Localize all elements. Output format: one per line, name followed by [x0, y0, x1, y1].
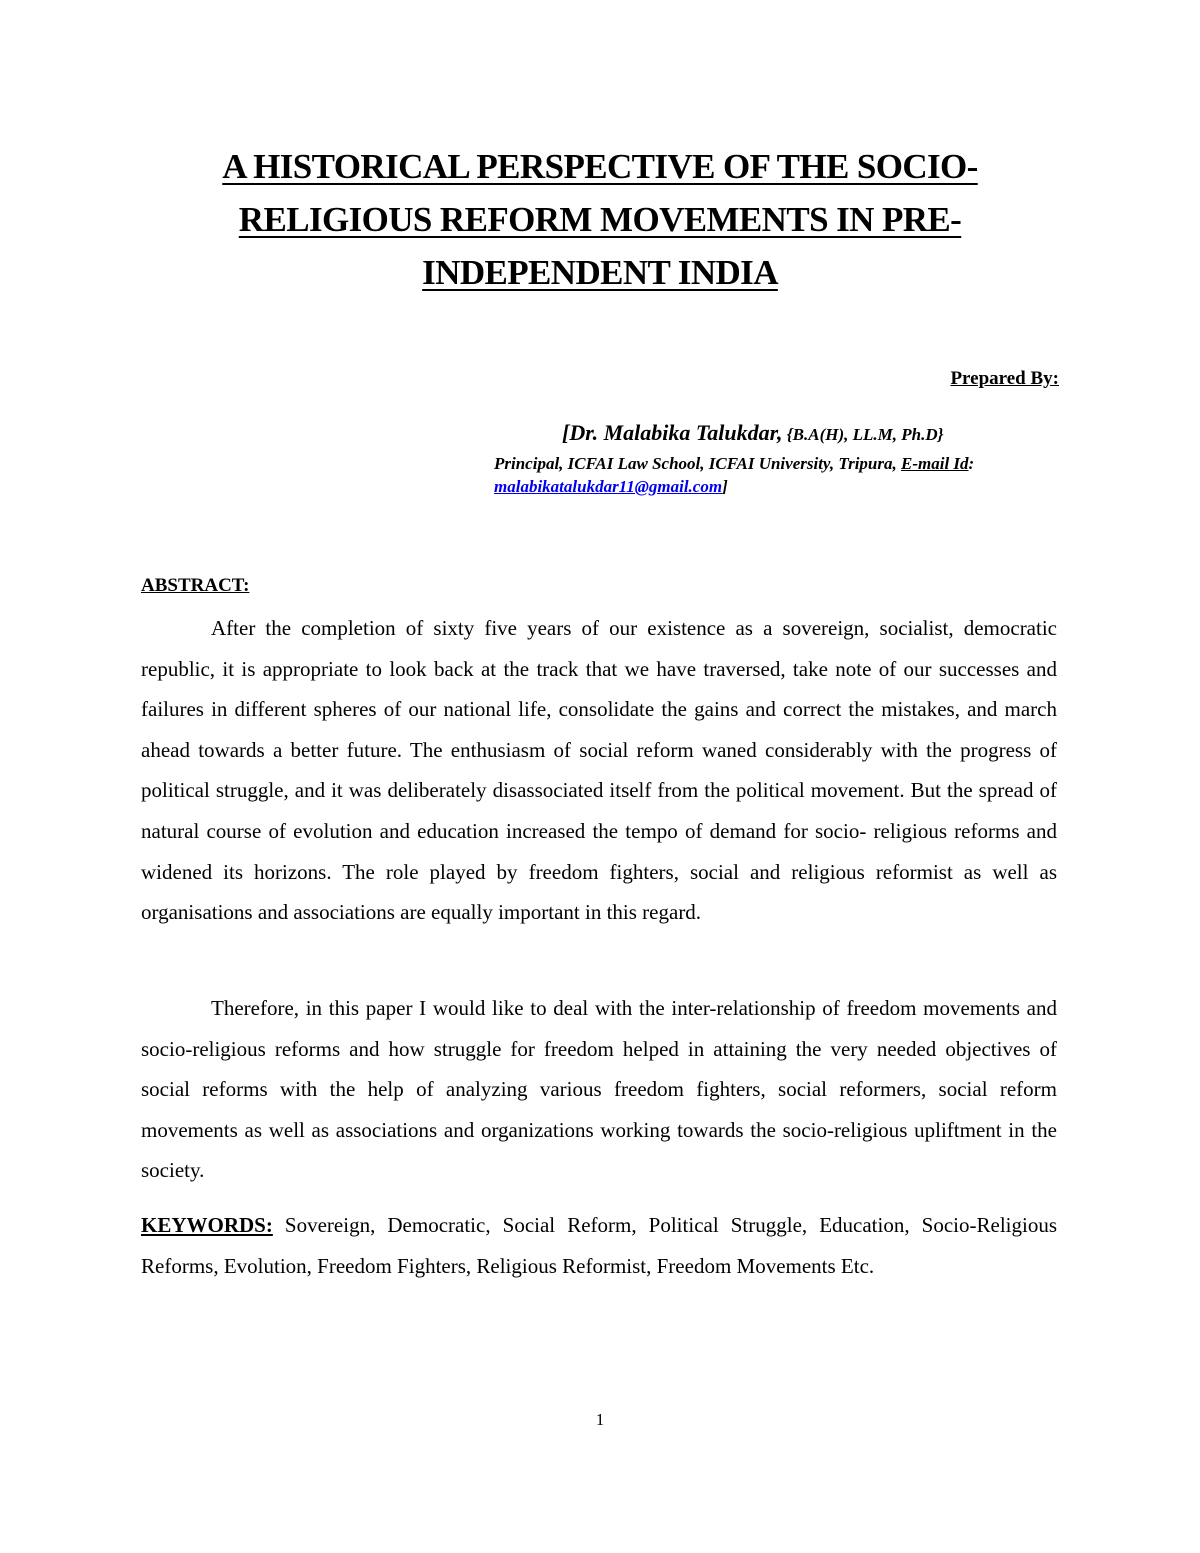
author-line: [562, 420, 944, 446]
abstract-heading: [141, 575, 249, 597]
author-credentials: {B.A(H), LL.M, Ph.D}: [782, 425, 944, 444]
keywords-label: KEYWORDS:: [141, 1213, 273, 1237]
keywords-text: Sovereign, Democratic, Social Reform, Political Struggle, Education, Socio-Religious Reforms, Evolution, Freedom Fighters, Religious Reformist, Freedom Movements Etc.: [141, 1213, 1057, 1278]
page-number: 1: [595, 1410, 605, 1429]
keywords-block: [141, 1205, 1057, 1286]
abstract-heading-text: ABSTRACT: [141, 575, 244, 596]
email-colon: :: [968, 454, 975, 473]
author-close-bracket: ]: [722, 477, 728, 496]
title-line-1: A HISTORICAL PERSPECTIVE OF THE SOCIO-: [222, 147, 978, 186]
abstract-paragraph-2: Therefore, in this paper I would like to deal with the inter-relationship of freedom movements and socio-religious reforms and how struggle for freedom helped in attaining the very needed objectives of social reforms with the help of analyzing various freedom fighters, social reformers, social reform movements as well as associations and organizations working towards the socio-religious upliftment in the society.: [141, 996, 1057, 1183]
email-link[interactable]: malabikatalukdar11@gmail.com: [494, 477, 723, 496]
abstract-heading-colon: :: [243, 575, 250, 596]
author-name: Dr. Malabika Talukdar,: [569, 420, 783, 445]
affiliation-text: Principal, ICFAI Law School, ICFAI University, Tripura,: [494, 454, 901, 473]
abstract-paragraph-1: After the completion of sixty five years of our existence as a sovereign, socialist, democratic republic, it is appropriate to look back at the track that we have traversed, take note of our successes and failures in different spheres of our national life, consolidate the gains and correct the mistakes, and march ahead towards a better future. The enthusiasm of social reform waned considerably with the progress of political struggle, and it was deliberately disassociated itself from the political movement. But the spread of natural course of evolution and education increased the tempo of demand for socio- religious reforms and widened its horizons. The role played by freedom fighters, social and religious reformist as well as organisations and associations are equally important in this regard.: [141, 616, 1057, 925]
email-label: E-mail Id: [901, 454, 969, 473]
title-line-3: INDEPENDENT INDIA: [422, 253, 778, 292]
prepared-by-label: Prepared By:: [950, 368, 1059, 389]
author-open-bracket: [: [562, 420, 570, 445]
title-line-2: RELIGIOUS REFORM MOVEMENTS IN PRE-: [238, 200, 962, 239]
author-affiliation: [494, 452, 1044, 498]
paper-title: [120, 140, 1080, 299]
